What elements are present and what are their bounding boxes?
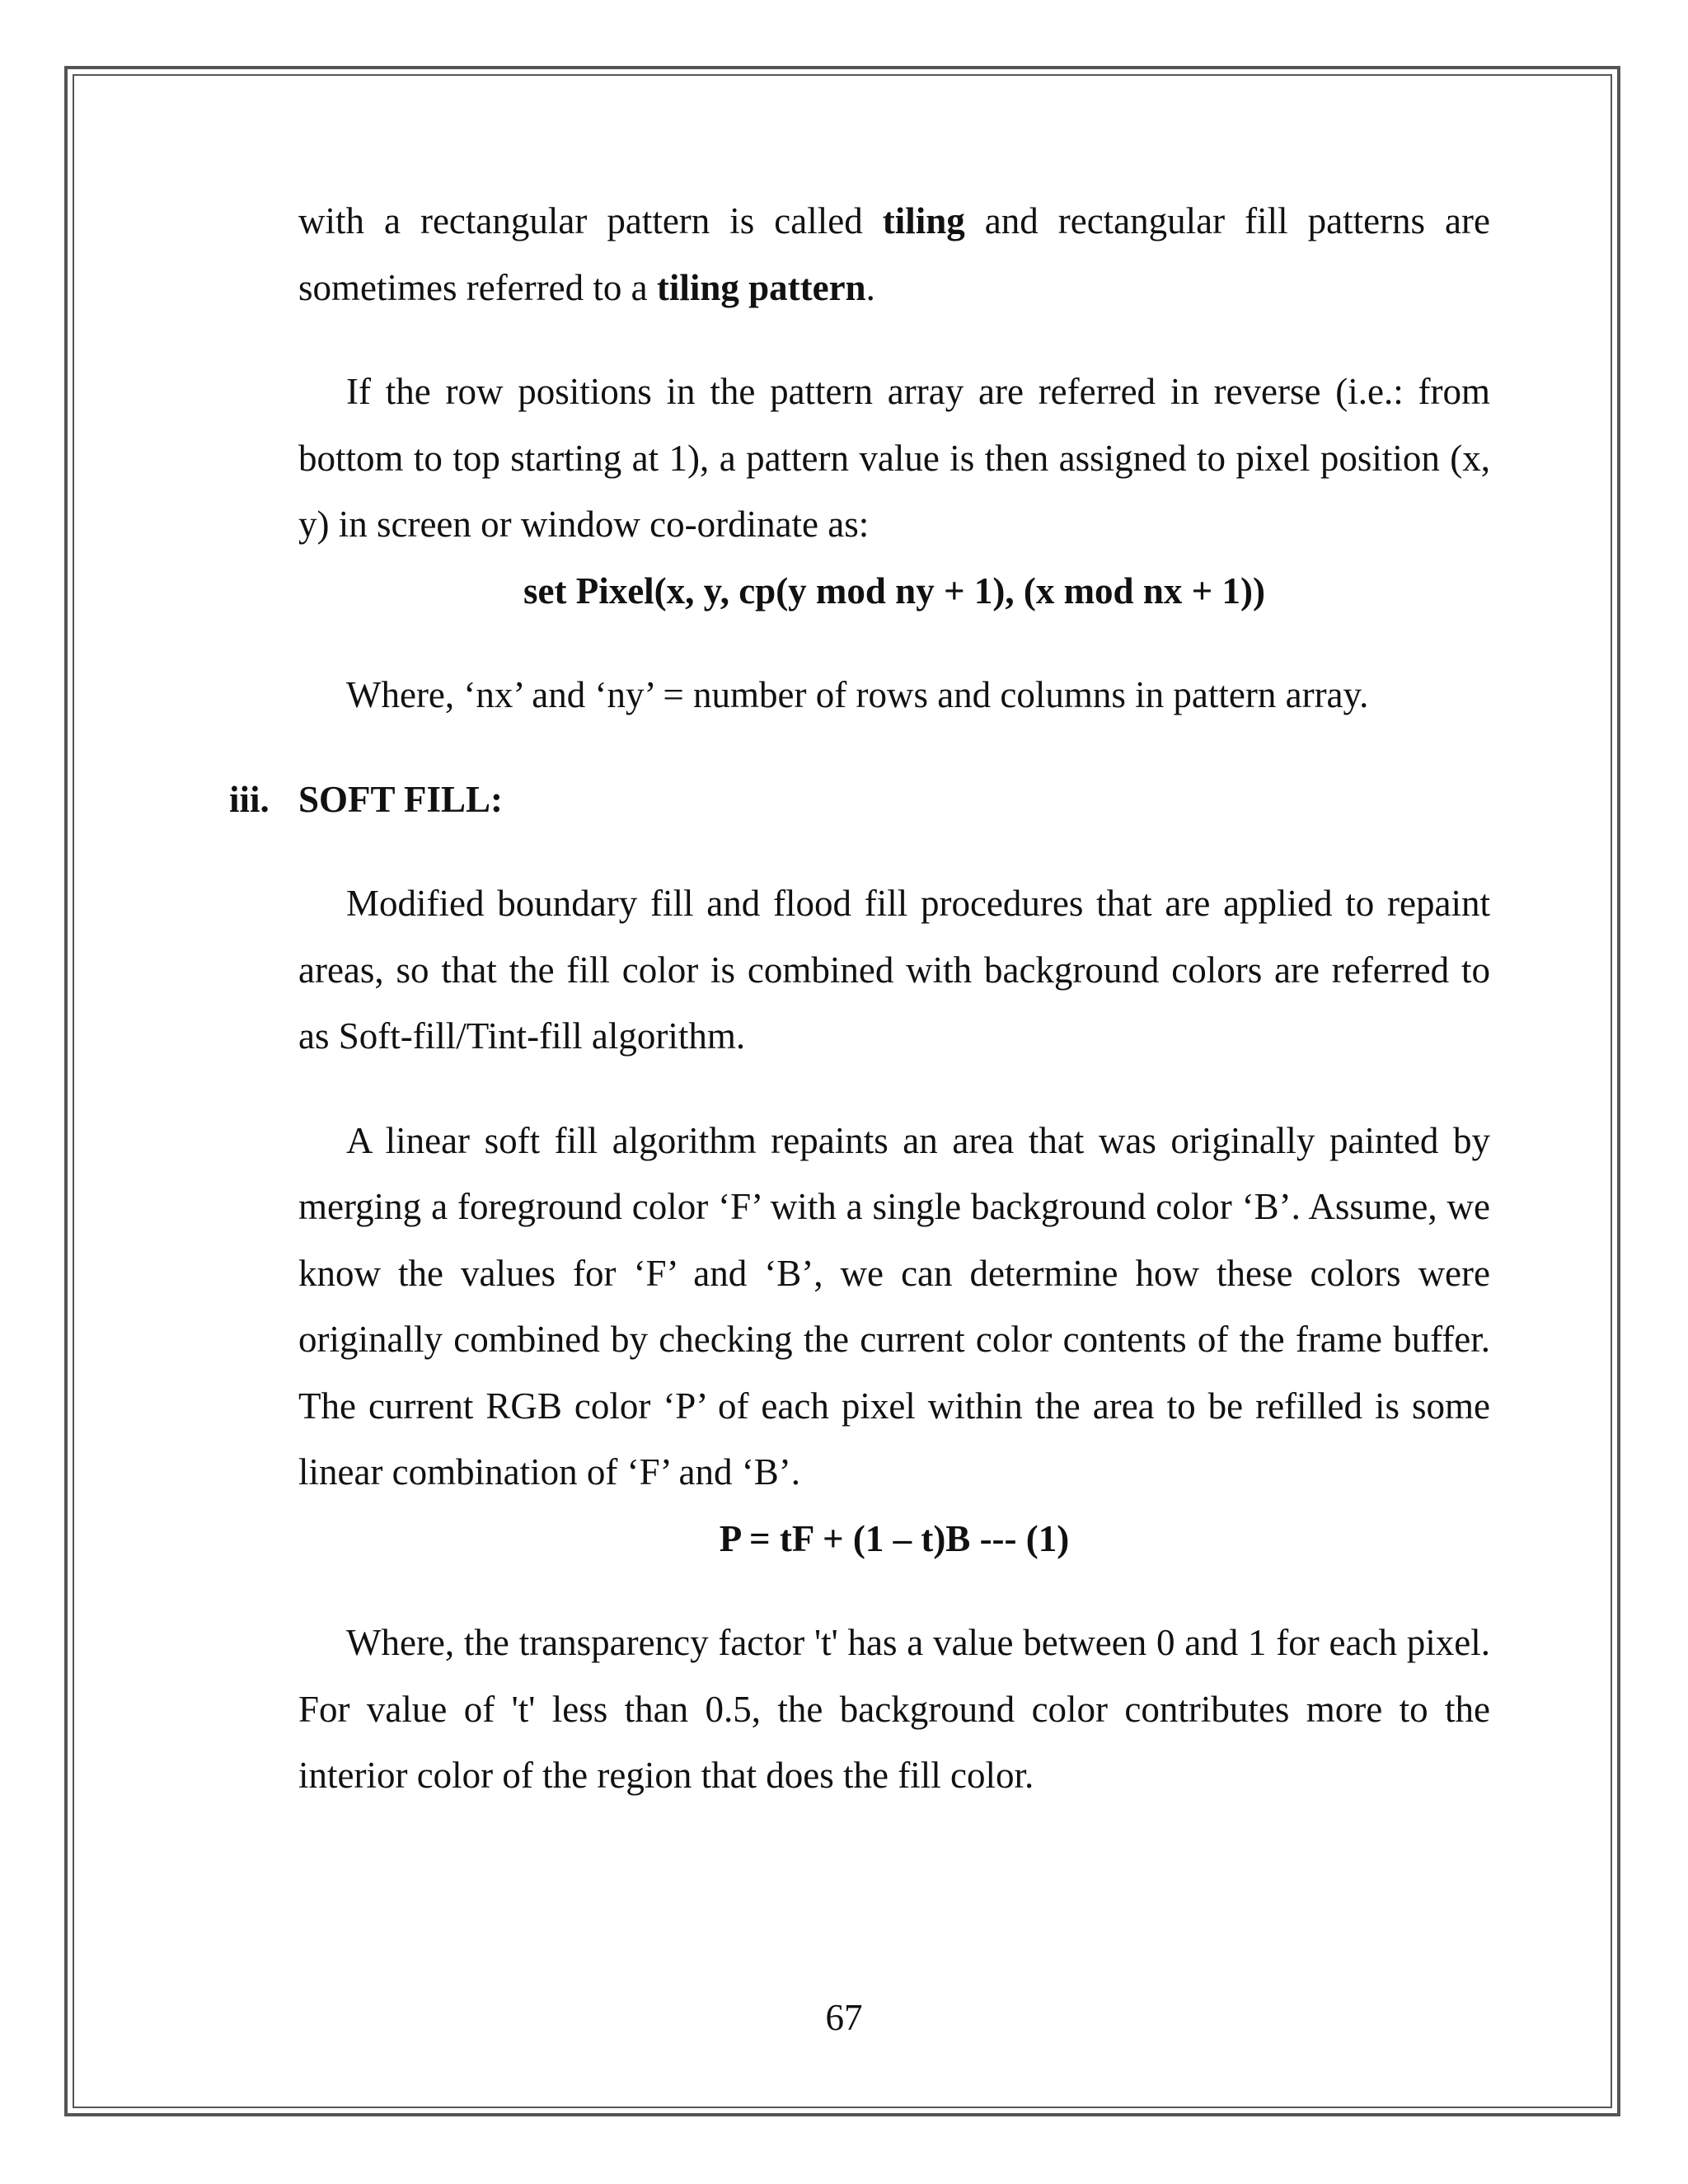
paragraph-where-nx-ny: Where, ‘nx’ and ‘ny’ = number of rows and columns in pattern array.	[346, 674, 1369, 715]
page-content	[229, 188, 1490, 1809]
formula-set-pixel: set Pixel(x, y, cp(y mod ny + 1), (x mod nx + 1))	[523, 569, 1265, 612]
section-heading	[229, 766, 1490, 833]
text-run: with a rectangular pattern is called	[298, 200, 883, 241]
section-number: iii.	[229, 778, 270, 820]
term-tiling: tiling	[882, 200, 965, 241]
text-run: and rectangular fill patterns are sometimes referred to a	[298, 200, 1490, 308]
paragraph-tiling	[298, 188, 1490, 321]
formula-linear-combination: P = tF + (1 – t)B --- (1)	[719, 1517, 1070, 1559]
text-run: .	[865, 266, 875, 308]
paragraph-linear-soft-fill: A linear soft fill algorithm repaints an area that was originally painted by merging a foreground color ‘F’ with a single background color ‘B’. Assume, we know the values for ‘F’ and ‘B’, we can determine how these colors were originally combined by checking the current color contents of the frame buffer. The current RGB color ‘P’ of each pixel within the area to be refilled is some linear combination of ‘F’ and ‘B’.	[298, 1119, 1490, 1493]
section-title: SOFT FILL:	[298, 778, 503, 820]
page-number: 67	[825, 1997, 863, 2038]
term-tiling-pattern: tiling pattern	[656, 266, 866, 308]
paragraph-soft-fill-definition: Modified boundary fill and flood fill procedures that are applied to repaint areas, so that the fill color is combined with background colors are referred to as Soft-fill/Tint-fill algorithm.	[298, 883, 1490, 1057]
paragraph-transparency-factor: Where, the transparency factor 't' has a value between 0 and 1 for each pixel. For value of 't' less than 0.5, the background color contributes more to the interior color of the region that does the fill color.	[298, 1622, 1490, 1796]
paragraph-row-positions: If the row positions in the pattern array are referred in reverse (i.e.: from bottom to top starting at 1), a pattern value is then assigned to pixel position (x, y) in screen or window co-ordinate as:	[298, 371, 1490, 545]
